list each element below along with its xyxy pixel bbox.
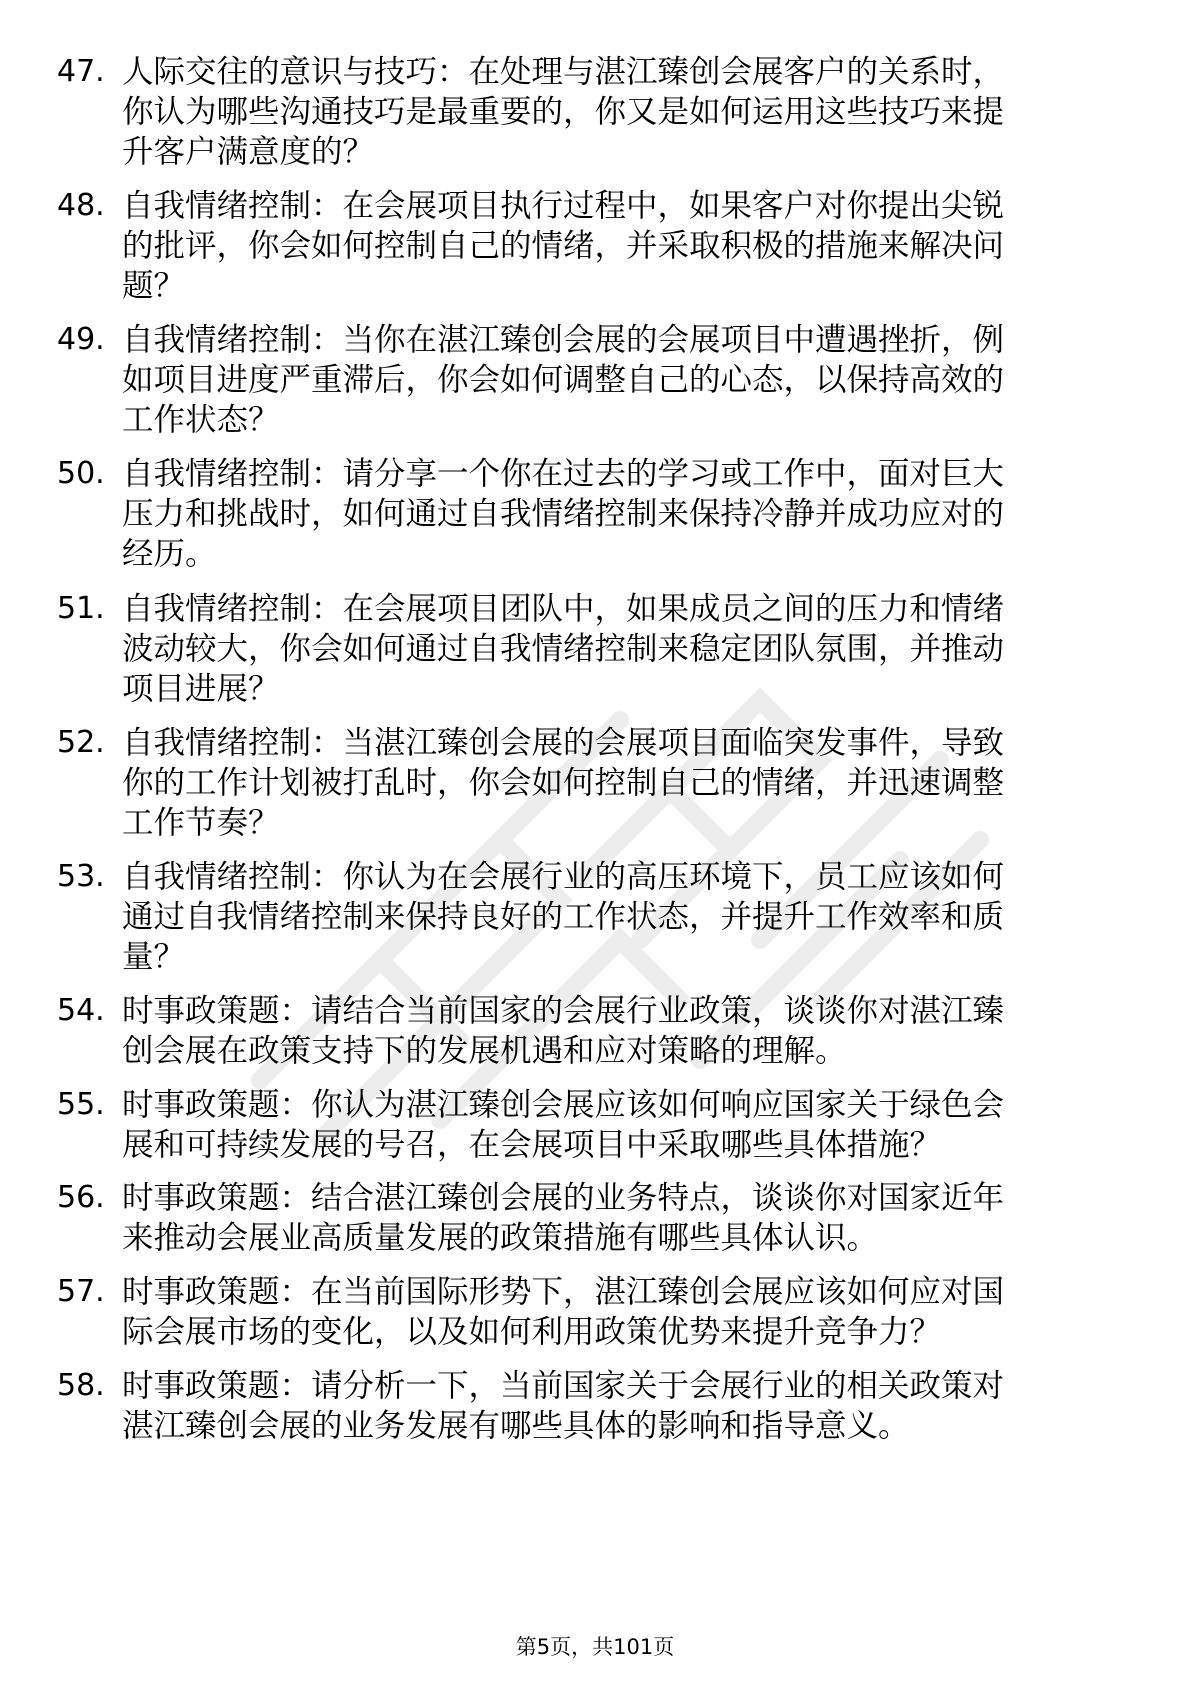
page-footer: 第5页，共101页	[515, 1635, 675, 1659]
question-number: 58.	[57, 1368, 105, 1403]
question-number: 52.	[57, 725, 105, 760]
question-text	[122, 857, 1124, 977]
question-number: 50.	[57, 456, 105, 491]
question-line: 时事政策题：结合湛江臻创会展的业务特点，谈谈你对国家近年	[122, 1180, 1005, 1216]
question-number: 48.	[57, 188, 105, 223]
question-line: 自我情绪控制：当湛江臻创会展的会展项目面临突发事件，导致	[122, 725, 1005, 761]
question-text	[122, 320, 1124, 440]
question-line: 你的工作计划被打乱时，你会如何控制自己的情绪，并迅速调整	[122, 765, 1005, 801]
question-line: 展和可持续发展的号召，在会展项目中采取哪些具体措施？	[122, 1127, 942, 1163]
question-text	[122, 52, 1124, 172]
question-line: 升客户满意度的？	[122, 134, 375, 170]
question-number: 55.	[57, 1087, 105, 1122]
question-line: 创会展在政策支持下的发展机遇和应对策略的理解。	[122, 1033, 847, 1069]
question-number: 49.	[57, 322, 105, 357]
question-text	[122, 1085, 1124, 1165]
question-line: 压力和挑战时，如何通过自我情绪控制来保持冷静并成功应对的	[122, 496, 1005, 532]
question-line: 自我情绪控制：你认为在会展行业的高压环境下，员工应该如何	[122, 859, 1005, 895]
question-line: 波动较大，你会如何通过自我情绪控制来稳定团队氛围，并推动	[122, 631, 1005, 667]
question-line: 的批评，你会如何控制自己的情绪，并采取积极的措施来解决问	[122, 228, 1005, 264]
question-text	[122, 1366, 1124, 1446]
question-line: 你认为哪些沟通技巧是最重要的，你又是如何运用这些技巧来提	[122, 94, 1005, 130]
question-line: 题？	[122, 268, 186, 304]
question-line: 时事政策题：你认为湛江臻创会展应该如何响应国家关于绿色会	[122, 1087, 1005, 1123]
question-text	[122, 1178, 1124, 1258]
question-line: 际会展市场的变化，以及如何利用政策优势来提升竞争力？	[122, 1314, 942, 1350]
question-line: 量？	[122, 939, 186, 975]
question-line: 经历。	[122, 536, 217, 572]
question-line: 时事政策题：在当前国际形势下，湛江臻创会展应该如何应对国	[122, 1274, 1005, 1310]
question-number: 53.	[57, 859, 105, 894]
question-line: 自我情绪控制：请分享一个你在过去的学习或工作中，面对巨大	[122, 456, 1005, 492]
question-line: 时事政策题：请分析一下，当前国家关于会展行业的相关政策对	[122, 1368, 1005, 1404]
question-text	[122, 723, 1124, 843]
question-number: 47.	[57, 54, 105, 89]
question-text	[122, 991, 1124, 1071]
question-line: 时事政策题：请结合当前国家的会展行业政策，谈谈你对湛江臻	[122, 993, 1005, 1029]
question-text	[122, 186, 1124, 306]
question-line: 人际交往的意识与技巧：在处理与湛江臻创会展客户的关系时，	[122, 54, 1005, 90]
question-number: 54.	[57, 993, 105, 1028]
question-number: 51.	[57, 591, 105, 626]
question-text	[122, 589, 1124, 709]
question-text	[122, 454, 1124, 574]
question-text	[122, 1272, 1124, 1352]
question-line: 项目进展？	[122, 671, 280, 707]
question-line: 如项目进度严重滞后，你会如何调整自己的心态，以保持高效的	[122, 362, 1005, 398]
question-line: 通过自我情绪控制来保持良好的工作状态，并提升工作效率和质	[122, 899, 1005, 935]
question-line: 自我情绪控制：在会展项目执行过程中，如果客户对你提出尖锐	[122, 188, 1005, 224]
question-line: 自我情绪控制：在会展项目团队中，如果成员之间的压力和情绪	[122, 591, 1005, 627]
question-line: 来推动会展业高质量发展的政策措施有哪些具体认识。	[122, 1220, 879, 1256]
question-line: 工作状态？	[122, 402, 280, 438]
question-line: 自我情绪控制：当你在湛江臻创会展的会展项目中遭遇挫折，例	[122, 322, 1005, 358]
question-number: 57.	[57, 1274, 105, 1309]
question-line: 工作节奏？	[122, 805, 280, 841]
question-line: 湛江臻创会展的业务发展有哪些具体的影响和指导意义。	[122, 1408, 910, 1444]
question-number: 56.	[57, 1180, 105, 1215]
